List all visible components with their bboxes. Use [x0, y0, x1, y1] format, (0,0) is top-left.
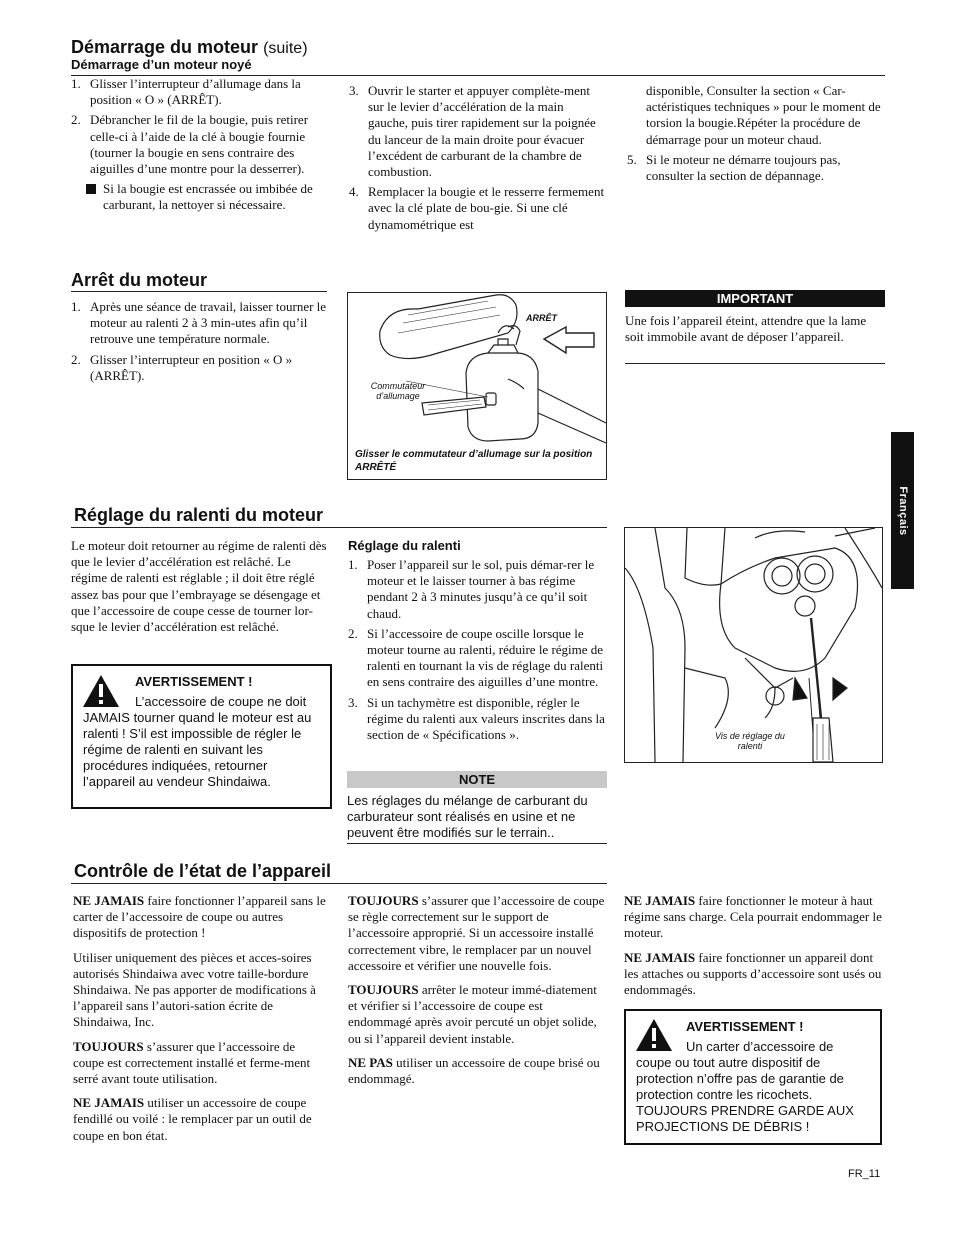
paragraph-text: arrêter le moteur immé-diatement et vérifier si l’accessoire de coupe est endommagé après avoir percuté un objet solide, ou si l’appareil devient instable. [348, 982, 597, 1046]
step-text: Si l’accessoire de coupe oscille lorsque le moteur tourne au ralenti, réduire le régime de ralenti en tournant la vis de réglage du ralenti en sens contraire des aiguilles d’une montre. [367, 625, 604, 690]
paragraph-text: faire fonctionner le moteur à haut régime sans charge. Cela pourrait endommager le moteur. [624, 893, 882, 941]
step-number: 3. [349, 83, 359, 98]
step-text: Si un tachymètre est disponible, régler le régime du ralenti aux valeurs inscrites dans la section de « Spécifications ». [367, 694, 605, 743]
step-number: 2. [71, 351, 81, 367]
s3-intro [71, 538, 329, 643]
divider [71, 883, 607, 884]
paragraph-text: faire fonctionner l’appareil sans le carter de l’accessoire de coupe ou autres dispositifs de protection ! [73, 893, 326, 941]
step-item [627, 152, 885, 184]
bullet-square-icon [86, 184, 96, 194]
paragraph-lead: TOUJOURS [348, 982, 419, 998]
step-text: Débrancher le fil de la bougie, puis retirer celle-ci à l’aide de la clé à bougie fournie (tourner la bougie en sens contraire des aiguilles d’une montre pour la desserrer). [90, 112, 309, 177]
step-number: 3. [348, 694, 358, 710]
carburetor-illustration [625, 528, 882, 762]
figure-ignition-switch [347, 292, 607, 480]
s2-steps [71, 299, 329, 388]
safety-paragraph [73, 950, 329, 1031]
warning-text: Un carter d’accessoire de coupe ou tout autre dispositif de protection n’offre pas de garantie de protection contre les ricochets. TOUJOURS PRENDRE GARDE AUX PROJECTIONS DE DÉBRIS ! [636, 1039, 854, 1134]
step-text: Après une séance de travail, laisser tourner le moteur au ralenti 2 à 3 min-utes afin qu’il retrouve une température normale. [90, 299, 327, 347]
step-item [348, 695, 608, 744]
paragraph-text: utiliser un accessoire de coupe fendillé ou voilé : le remplacer par un outil de coupe en bon état. [73, 1095, 312, 1143]
step-number: 5. [627, 151, 637, 167]
paragraph-lead: NE JAMAIS [624, 893, 696, 908]
safety-paragraph [348, 1055, 606, 1087]
figure-caption-arret: Glisser le commutateur d’allumage sur la position ARRÊTÉ [355, 449, 593, 473]
divider [71, 291, 327, 292]
s1-steps-col1 [71, 76, 327, 177]
step-number: 2. [71, 112, 81, 128]
safety-paragraph [348, 893, 606, 974]
paragraph-lead: TOUJOURS [73, 1038, 144, 1054]
note-header: NOTE [347, 771, 607, 788]
divider [71, 527, 607, 528]
switch-label: Commutateur d’allumage [370, 381, 426, 401]
paragraph-text: s’assurer que l’accessoire de coupe se règle correctement sur le support de l’accessoire approprié. Si un accessoire installé correctement vibre, le remplacer par un nouvel accessoire et vérifier une nouvelle fois. [348, 893, 605, 973]
safety-paragraph [348, 982, 606, 1047]
paragraph-text: faire fonctionner un appareil dont les attaches ou supports d’accessoire sont usés ou endommagés. [624, 949, 882, 998]
warning-text: L’accessoire de coupe ne doit JAMAIS tourner quand le moteur est au ralenti ! S’il est impossible de régler le régime de ralenti en suivant les procédures indiquées, retourner l’appareil au vendeur Shindaiwa. [83, 694, 312, 789]
language-side-tab [891, 432, 914, 589]
paragraph-text: Utiliser uniquement des pièces et acces-soires autorisés Shindaiwa avec votre taille-bordure Shindaiwa. Ne pas apporter de modifications à l’appareil sans l’autori-sation écrite de Shindaiwa, Inc. [73, 949, 316, 1030]
step-number: 1. [348, 557, 358, 572]
safety-paragraph [73, 1095, 329, 1144]
paragraph-lead: NE JAMAIS [73, 1095, 145, 1111]
section-title-controle: Contrôle de l’état de l’appareil [74, 861, 332, 881]
warning-box-carter [624, 1009, 882, 1145]
s4-col1 [73, 893, 329, 1152]
s1-steps-col2 [349, 83, 605, 233]
step-item [71, 112, 327, 177]
step-text: Poser l’appareil sur le sol, puis démar-rer le moteur et le laisser tourner à bas régime pendant 2 à 3 minutes jusqu’à ce qu’il soit chaud. [367, 557, 595, 621]
s1-bullet: Si la bougie est encrassée ou imbibée de carburant, la nettoyer si nécessaire. [71, 181, 327, 213]
step-text: Glisser l’interrupteur d’allumage dans la position « O » (ARRÊT). [90, 76, 301, 108]
step-item [71, 299, 329, 348]
warning-triangle-icon [635, 1018, 673, 1052]
s3-intro-text: Le moteur doit retourner au régime de ralenti dès que le levier d’accélération est relâché. Le régime de ralenti est réglable ; il doit être réglé assez bas pour que l’embrayage se désengage et que l’accessoire de coupe cesse de tourner lor-sque le levier d’accélération est relâché. [71, 538, 327, 635]
important-header: IMPORTANT [625, 290, 885, 307]
figure-idle-screw [624, 527, 883, 763]
arret-label: ARRÊT [526, 313, 557, 323]
s1-col3-continuation: disponible, Consulter la section « Car-actéristiques techniques » pour le moment de torsion la bougie.Répéter la procédure de démarrage pour un moteur chaud. [646, 83, 881, 147]
step-item [349, 184, 605, 233]
safety-paragraph [624, 950, 884, 999]
step-item [348, 626, 608, 691]
warning-title: AVERTISSEMENT ! [686, 1019, 804, 1034]
paragraph-lead: NE PAS [348, 1054, 393, 1070]
step-text: Glisser l’interrupteur en position « O » (ARRÊT). [90, 351, 293, 383]
step-number: 1. [71, 299, 81, 314]
section-title-ralenti: Réglage du ralenti du moteur [74, 505, 324, 525]
section-title-arret: Arrêt du moteur [71, 270, 208, 290]
page-number: FR_11 [848, 1168, 881, 1180]
step-number: 4. [349, 184, 359, 200]
s1-steps-col3 [627, 152, 885, 184]
s4-col2 [348, 893, 606, 1095]
paragraph-lead: NE JAMAIS [73, 893, 145, 908]
subtitle-reglage-ralenti: Réglage du ralenti [348, 538, 461, 553]
paragraph-text: s’assurer que l’accessoire de coupe est correctement installé et ferme-ment serré avant toute utilisation. [73, 1038, 311, 1087]
step-item [71, 76, 327, 108]
paragraph-lead: NE JAMAIS [624, 949, 696, 965]
step-item [348, 557, 608, 622]
s4-col3 [624, 893, 884, 1006]
warning-title: AVERTISSEMENT ! [135, 674, 253, 689]
step-number: 2. [348, 625, 358, 641]
s3-steps-list [348, 557, 608, 743]
step-text: Remplacer la bougie et le resserre fermement avec la clé plate de bou-gie. Si une clé dynamométrique est [368, 184, 605, 232]
section-title-demarrage: Démarrage du moteur (suite) [71, 37, 308, 57]
paragraph-lead: TOUJOURS [348, 893, 419, 908]
divider [625, 363, 885, 364]
safety-paragraph [73, 1039, 329, 1088]
s2-steps-list [71, 299, 329, 384]
warning-box-ralenti [71, 664, 332, 809]
step-text: Si le moteur ne démarre toujours pas, consulter la section de dépannage. [646, 151, 841, 184]
step-item [71, 352, 329, 384]
paragraph-text: utiliser un accessoire de coupe brisé ou endommagé. [348, 1054, 600, 1087]
safety-paragraph [624, 893, 884, 942]
warning-triangle-icon [82, 674, 120, 708]
s1-col1 [71, 76, 327, 214]
important-text: Une fois l’appareil éteint, attendre que la lame soit immobile avant de déposer l’appareil. [625, 313, 867, 345]
important-body [625, 313, 883, 353]
step-number: 1. [71, 76, 81, 91]
idle-screw-label: Vis de réglage du ralenti [715, 731, 785, 751]
s3-steps [348, 557, 608, 747]
step-text: Ouvrir le starter et appuyer complète-ment sur le levier d’accélération de la main gauche, puis tirer rapidement sur la poignée du lanceur de la main droite pour évacuer l’excédent de carburant de la chambre de combustion. [368, 83, 596, 180]
safety-paragraph [73, 893, 329, 942]
s1-col3 [627, 83, 885, 188]
subtitle-moteur-noye: Démarrage d’un moteur noyé [71, 57, 252, 72]
step-item [349, 83, 605, 180]
s1-col2 [349, 83, 605, 237]
side-tab-label: Français [896, 485, 909, 536]
note-text: Les réglages du mélange de carburant du carburateur sont réalisés en usine et ne peuvent être modifiés sur le terrain.. [347, 793, 588, 840]
divider [347, 843, 607, 844]
